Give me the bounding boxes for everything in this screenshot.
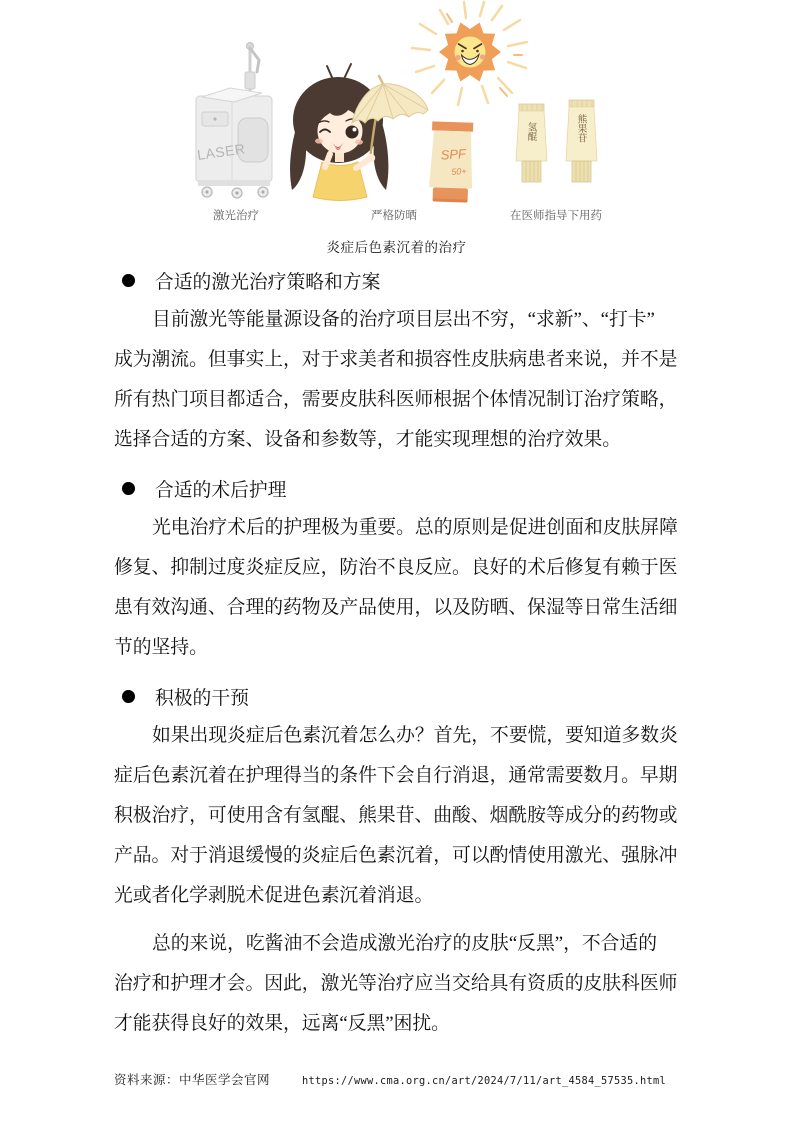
text-line: 治疗和护理才会。因此，激光等治疗应当交给具有资质的皮肤科医师: [114, 973, 678, 994]
source-url: https://www.cma.org.cn/art/2024/7/11/art_4584_57535.html: [302, 1075, 666, 1087]
illustration-label-sunscreen: 严格防晒: [371, 210, 417, 222]
text-line: 总的来说，吃酱油不会造成激光治疗的皮肤“反黑”，不合适的: [152, 933, 657, 954]
text-line: 产品。对于消退缓慢的炎症后色素沉着，可以酌情使用激光、强脉冲: [114, 845, 678, 866]
section-heading-text: 合适的激光治疗策略和方案: [155, 271, 381, 293]
paragraph: [114, 508, 686, 668]
text-line: 光电治疗术后的护理极为重要。总的原则是促进创面和皮肤屏障: [152, 517, 678, 538]
illustration-label-laser: 激光治疗: [213, 210, 259, 222]
section-heading-text: 积极的干预: [155, 687, 249, 709]
text-line: 目前激光等能量源设备的治疗项目层出不穷，“求新”、“打卡”: [152, 309, 655, 330]
text-line: 症后色素沉着在护理得当的条件下会自行消退，通常需要数月。早期: [114, 765, 678, 786]
text-line: 节的坚持。: [114, 637, 208, 658]
text-line: 积极治疗，可使用含有氢醌、熊果苷、曲酸、烟酰胺等成分的药物或: [114, 805, 678, 826]
bullet-icon: [122, 482, 135, 495]
laser-machine-illustration: [196, 43, 272, 199]
spf-value-text: 50+: [450, 165, 467, 178]
section-heading-text: 合适的术后护理: [155, 479, 287, 501]
illustration-label-medication: 在医师指导下用药: [510, 210, 602, 222]
bullet-icon: [122, 690, 135, 703]
text-line: 修复、抑制过度炎症反应，防治不良反应。良好的术后修复有赖于医: [114, 557, 678, 578]
sunscreen-tube-icon: [429, 121, 475, 202]
tube-right-label: 熊果苷: [575, 114, 587, 143]
content: [114, 252, 686, 1044]
laser-machine-text: LASER: [196, 140, 247, 163]
text-line: 选择合适的方案、设备和参数等，才能实现理想的治疗效果。: [114, 429, 622, 450]
text-line: 所有热门项目都适合，需要皮肤科医师根据个体情况制订治疗策略，: [114, 389, 678, 410]
source-label: 资料来源：中华医学会官网: [114, 1073, 271, 1087]
figure-caption: 炎症后色素沉着的治疗: [326, 240, 467, 255]
tube-left: [516, 104, 547, 182]
text-line: 成为潮流。但事实上，对于求美者和损容性皮肤病患者来说，并不是: [114, 349, 678, 370]
paragraph: [114, 716, 686, 916]
paragraph: [114, 924, 686, 1044]
spf-text: SPF: [440, 145, 467, 163]
bullet-icon: [122, 274, 135, 287]
sun-icon: [412, 2, 527, 105]
text-line: 如果出现炎症后色素沉着怎么办？首先，不要慌，要知道多数炎: [152, 725, 678, 746]
text-line: 患有效沟通、合理的药物及产品使用，以及防晒、保湿等日常生活细: [114, 597, 678, 618]
footer: [114, 1070, 666, 1088]
tube-left-label: 氢醌: [525, 122, 537, 141]
section-heading: [114, 260, 686, 300]
paragraph: [114, 300, 686, 460]
medicine-tube-icons: [516, 100, 597, 182]
header-illustration: [0, 0, 793, 232]
tube-right: [566, 100, 597, 182]
text-line: 光或者化学剥脱术促进色素沉着消退。: [114, 885, 434, 906]
section-heading: [114, 676, 686, 716]
section-heading: [114, 468, 686, 508]
text-line: 才能获得良好的效果，远离“反黑”困扰。: [114, 1013, 450, 1034]
